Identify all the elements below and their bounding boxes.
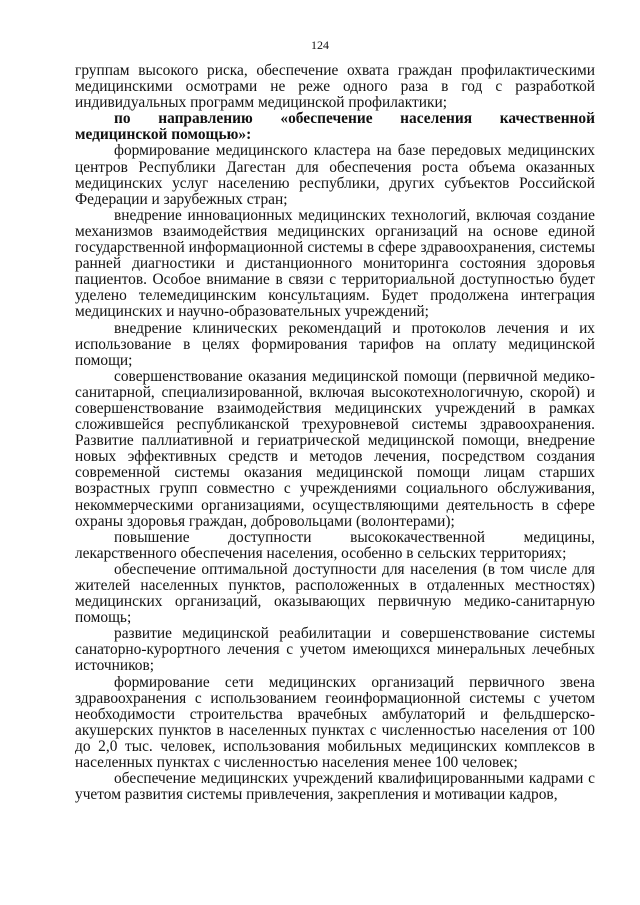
paragraph: внедрение инновационных медицинских технологий, включая создание механизмов взаимодействия медицинских организаций на основе единой государственной информационной системы в сфере здравоохранения, системы ранней диагностики и дистанционного мониторинга состояния здоровья пациентов. Особое внимание в связи с территориальной доступностью будет уделено телемедицинским консультациям. Будет продолжена интеграция медицинских и научно-образовательных учреждений; [75, 206, 595, 321]
paragraph: обеспечение медицинских учреждений квалифицированными кадрами с учетом развития системы привлечения, закрепления и мотивации кадров, [75, 770, 595, 804]
paragraph: внедрение клинических рекомендаций и протоколов лечения и их использование в целях формирования тарифов на оплату медицинской помощи; [75, 319, 595, 369]
paragraph: повышение доступности высококачественной медицины, лекарственного обеспечения населения, особенно в сельских территориях; [75, 528, 595, 562]
paragraph: группам высокого риска, обеспечение охвата граждан профилактическими медицинскими осмотрами не реже одного раза в год с разработкой индивидуальных программ медицинской профилактики; [75, 62, 595, 112]
paragraph: формирование сети медицинских организаций первичного звена здравоохранения с использованием геоинформационной системы с учетом необходимости строительства врачебных амбулаторий и фельдшерско-акушерских пунктов в населенных пунктах с численностью населения от 100 до 2,0 тыс. человек, использования мобильных медицинских комплексов в населенных пунктах с численностью населения менее 100 человек; [75, 673, 595, 772]
page-number: 124 [311, 38, 329, 52]
paragraph: формирование медицинского кластера на базе передовых медицинских центров Республики Дагестан для обеспечения роста объема оказанных медицинских услуг населению республики, других субъектов Российской Федерации и зарубежных стран; [75, 142, 595, 208]
paragraph: совершенствование оказания медицинской помощи (первичной медико-санитарной, специализированной, включая высокотехнологичную, скорой) и совершенствование взаимодействия медицинских учреждений в рамках сложившейся республиканской трехуровневой системы здравоохранения. Развитие паллиативной и гериатрической медицинской помощи, внедрение новых эффективных средств и методов лечения, посредством создания современной системы оказания медицинской помощи лицам старших возрастных групп совместно с учреждениями социального обслуживания, некоммерческими организациями, осуществляющими деятельность в сфере охраны здоровья граждан, добровольцами (волонтерами); [75, 367, 595, 530]
paragraph: развитие медицинской реабилитации и совершенствование системы санаторно-курортного лечения с учетом имеющихся минеральных лечебных источников; [75, 625, 595, 675]
section-heading: по направлению «обеспечение населения качественной медицинской помощью»: [75, 110, 595, 144]
body-text [75, 63, 595, 803]
paragraph: обеспечение оптимальной доступности для населения (в том числе для жителей населенных пунктов, расположенных в отдаленных местностях) медицинских организаций, оказывающих первичную медико-санитарную помощь; [75, 560, 595, 627]
